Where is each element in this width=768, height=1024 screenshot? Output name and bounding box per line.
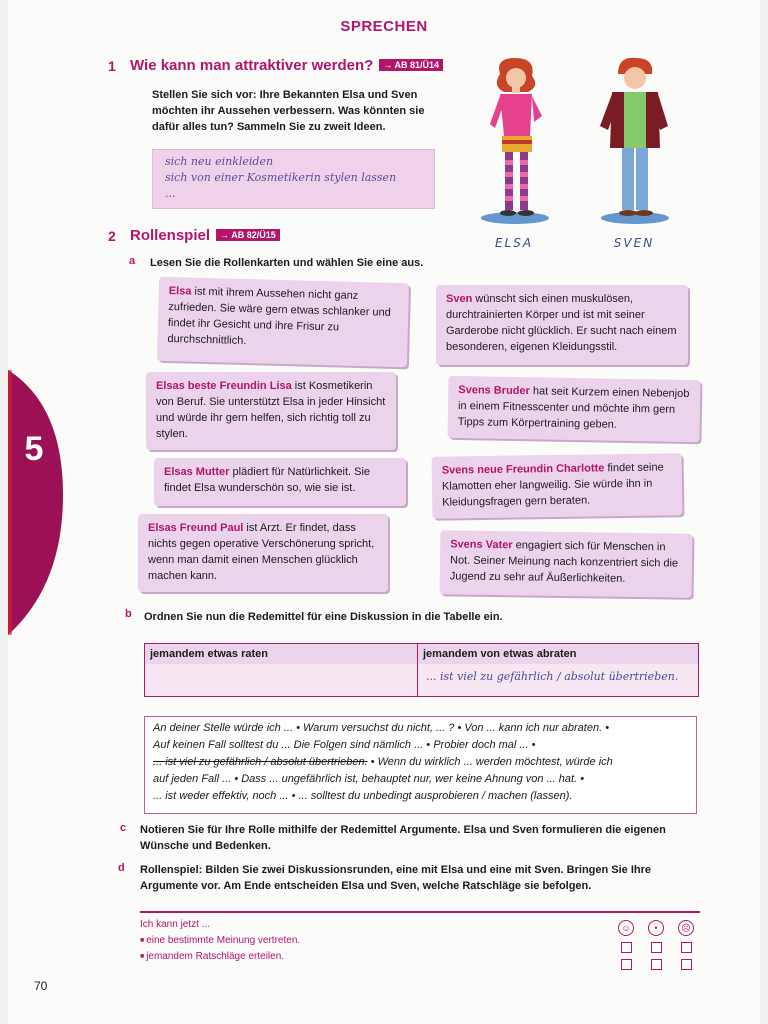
divider [140,911,700,913]
role-card-mutter[interactable]: Elsas Mutter plädiert für Natürlichkeit. Sie findet Elsa wunderschön so, wie sie ist. [154,458,406,506]
phrase-line: ... ist weder effektiv, noch ... • ... solltest du unbedingt ausprobieren / machen (lassen). [153,790,573,802]
table-cell-raten[interactable] [145,664,418,696]
neutral-face-icon: • [648,920,664,936]
phrase-line: Auf keinen Fall solltest du ... Die Folgen sind nämlich ... • Probier doch mal ... • [153,739,536,751]
checkbox[interactable] [681,942,692,953]
chapter-tab [8,345,68,645]
role-card-charlotte[interactable]: Svens neue Freundin Charlotte findet seine Klamotten eher langweilig. Sie würde ihn in Kleidungsfragen gern beraten. [432,453,683,518]
checkbox[interactable] [651,942,662,953]
can-do-item: ■ jemandem Ratschläge erteilen. [140,949,300,965]
sven-label: SVEN [613,236,655,250]
role-card-paul[interactable]: Elsas Freund Paul ist Arzt. Er findet, dass nichts gegen operative Verschönerung spricht, wenn man damit einen Menschen glücklich machen kann. [138,514,388,592]
checkbox[interactable] [621,942,632,953]
sad-face-icon: ☹ [678,920,694,936]
phrase-line: An deiner Stelle würde ich ... • Warum versuchst du nicht, ... ? • Von ... kann ich nur abraten. • [153,722,610,734]
can-do-list [140,917,300,965]
subtask-a-letter: a [129,255,136,267]
role-card-lisa[interactable]: Elsas beste Freundin Lisa ist Kosmetikerin von Beruf. Sie unterstützt Elsa in jeder Hinsicht und würde ihr gern helfen, sich richtig toll zu stylen. [146,372,396,450]
checkbox[interactable] [621,959,632,970]
checkbox[interactable] [681,959,692,970]
checkbox[interactable] [651,959,662,970]
handwritten-line: sich von einer Kosmetikerin stylen lassen [165,171,397,184]
section2-ref[interactable]: → AB 82/Ü15 [216,229,280,241]
happy-face-icon: ☺ [618,920,634,936]
textbook-page [8,0,760,1024]
redemittel-box [144,716,697,814]
table-header-raten: jemandem etwas raten [145,644,418,664]
section2-number: 2 [108,228,116,244]
can-do-item: ■ eine bestimmte Meinung vertreten. [140,933,300,949]
role-card-elsa[interactable]: Elsa ist mit ihrem Aussehen nicht ganz zufrieden. Sie wäre gern etwas schlanker und findet ihr Gesicht und ihre Frisur zu durchschnittlich. [157,277,409,368]
section1-intro: Stellen Sie sich vor: Ihre Bekannten Elsa und Sven möchten ihr Aussehen verbessern. Was könnten sie dafür alles tun? Sammeln Sie zu zweit Ideen. [152,89,425,133]
subtask-d-letter: d [118,862,125,874]
subtask-b-letter: b [125,608,132,620]
elsa-illustration [470,56,560,226]
handwritten-line: ... [165,187,176,200]
table-header-abraten: jemandem von etwas abraten [423,648,577,660]
page-number: 70 [34,979,48,993]
handwritten-line: sich neu einkleiden [165,155,274,168]
subtask-b-text: Ordnen Sie nun die Redemittel für eine Diskussion in die Tabelle ein. [144,611,503,623]
subtask-c-letter: c [120,822,127,834]
subtask-c-text: Notieren Sie für Ihre Rolle mithilfe der Redemittel Argumente. Elsa und Sven formulieren die eigenen Wünsche und Bedenken. [140,824,666,852]
table-cell-abraten[interactable]: ... ist viel zu gefährlich / absolut übertrieben. [426,670,679,683]
handwritten-ideas-box [152,149,435,209]
section1-number: 1 [108,58,116,74]
can-do-title: Ich kann jetzt ... [140,919,211,930]
role-card-sven[interactable]: Sven wünscht sich einen muskulösen, durchtrainierten Körper und ist mit seiner Garderobe nicht glücklich. Er sucht nach einem besonderen, eigenen Kleidungsstil. [436,285,688,365]
phrase-line: ... ist viel zu gefährlich / absolut übertrieben. • Wenn du wirklich ... werden möchtest, würde ich [153,756,613,768]
redemittel-table [144,643,699,697]
sven-illustration [590,56,680,226]
section1-ref[interactable]: → AB 81/Ü14 [379,59,443,71]
section1-title: Wie kann man attraktiver werden? → AB 81/Ü14 [130,57,443,74]
subtask-d-text: Rollenspiel: Bilden Sie zwei Diskussionsrunden, eine mit Elsa und eine mit Sven. Bringen Sie Ihre Argumente vor. Am Ende entscheiden Elsa und Sven, welche Ratschläge sie befolgen. [140,864,652,892]
page-header: SPRECHEN [340,18,428,35]
chapter-number: 5 [24,430,44,468]
subtask-a-text: Lesen Sie die Rollenkarten und wählen Sie eine aus. [150,257,424,269]
role-card-vater[interactable]: Svens Vater engagiert sich für Menschen in Not. Seiner Meinung nach konzentriert sich die Jugend zu sehr auf Äußerlichkeiten. [440,530,693,598]
role-card-bruder[interactable]: Svens Bruder hat seit Kurzem einen Nebenjob in einem Fitnesscenter und möchte ihm gern Tipps zum Körpertraining geben. [447,376,700,442]
phrase-line: auf jeden Fall ... • Dass ... ungefährlich ist, behauptet nur, wer keine Ahnung von ... hat. • [153,773,585,785]
section2-title: Rollenspiel → AB 82/Ü15 [130,227,280,244]
elsa-label: ELSA [494,236,534,250]
self-assessment [618,920,694,970]
